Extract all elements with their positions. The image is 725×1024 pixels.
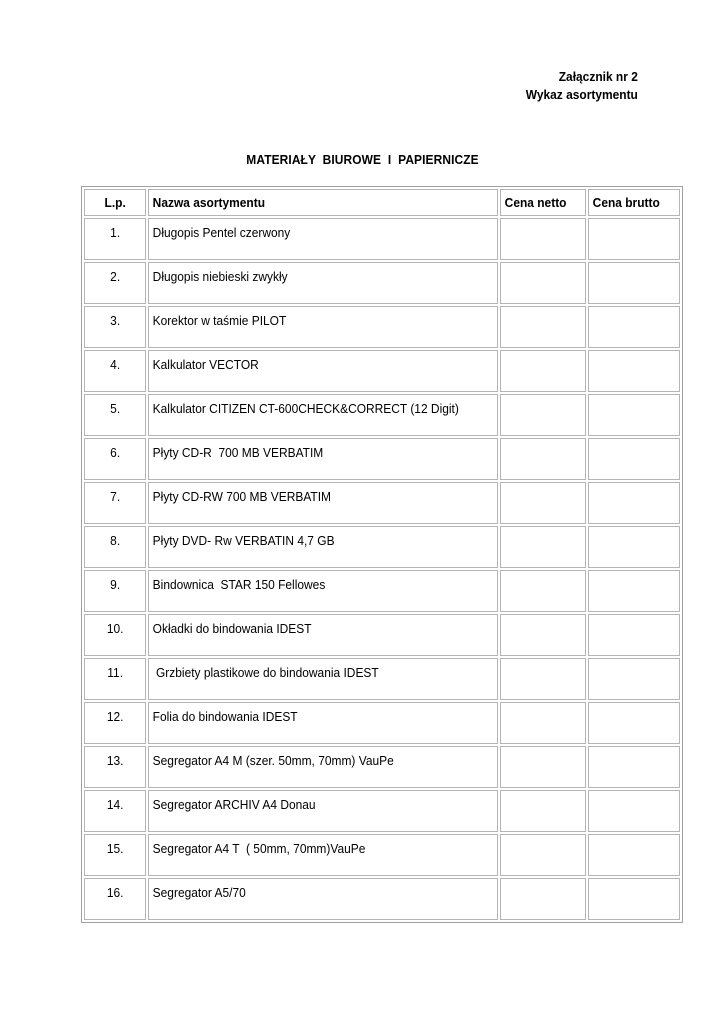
row-number: 10. bbox=[106, 621, 124, 636]
gross-price-value bbox=[589, 577, 593, 583]
row-number-cell bbox=[84, 658, 146, 700]
net-price-value bbox=[501, 665, 505, 671]
net-price-cell bbox=[500, 218, 585, 260]
row-number: 6. bbox=[110, 445, 121, 460]
gross-price-cell bbox=[588, 262, 681, 304]
row-number: 13. bbox=[106, 753, 124, 768]
row-number: 2. bbox=[110, 269, 121, 284]
table-row bbox=[84, 482, 680, 524]
gross-price-cell bbox=[588, 614, 681, 656]
net-price-value bbox=[501, 841, 505, 847]
net-price-cell bbox=[500, 526, 585, 568]
gross-price-cell bbox=[588, 438, 681, 480]
item-name-cell bbox=[148, 658, 498, 700]
item-name-cell bbox=[148, 438, 498, 480]
table-row bbox=[84, 834, 680, 876]
column-header-gross-price: Cena brutto bbox=[588, 189, 681, 216]
item-name: Okładki do bindowania IDEST bbox=[152, 621, 312, 636]
item-name: Płyty CD-RW 700 MB VERBATIM bbox=[152, 489, 332, 504]
row-number-cell bbox=[84, 482, 146, 524]
gross-price-value bbox=[589, 489, 593, 495]
row-number-cell bbox=[84, 746, 146, 788]
gross-price-cell bbox=[588, 790, 681, 832]
net-price-cell bbox=[500, 306, 585, 348]
gross-price-value bbox=[589, 225, 593, 231]
table-row bbox=[84, 394, 680, 436]
gross-price-value bbox=[589, 533, 593, 539]
item-name: Grzbiety plastikowe do bindowania IDEST bbox=[152, 665, 380, 680]
column-header-name: Nazwa asortymentu bbox=[148, 189, 498, 216]
column-header-net-price: Cena netto bbox=[500, 189, 585, 216]
item-name-cell bbox=[148, 394, 498, 436]
row-number-cell bbox=[84, 570, 146, 612]
gross-price-cell bbox=[588, 526, 681, 568]
item-name-cell bbox=[148, 746, 498, 788]
net-price-cell bbox=[500, 262, 585, 304]
net-price-cell bbox=[500, 790, 585, 832]
item-name: Korektor w taśmie PILOT bbox=[152, 313, 287, 328]
document-subtitle: Wykaz asortymentu bbox=[525, 87, 638, 102]
table-row bbox=[84, 878, 680, 920]
gross-price-cell bbox=[588, 218, 681, 260]
item-name: Segregator A4 T ( 50mm, 70mm)VauPe bbox=[152, 841, 366, 856]
gross-price-cell bbox=[588, 702, 681, 744]
gross-price-cell bbox=[588, 878, 681, 920]
item-name: Długopis Pentel czerwony bbox=[152, 225, 291, 240]
gross-price-value bbox=[589, 269, 593, 275]
gross-price-value bbox=[589, 401, 593, 407]
table-row bbox=[84, 614, 680, 656]
table-row bbox=[84, 570, 680, 612]
gross-price-cell bbox=[588, 306, 681, 348]
item-name-cell bbox=[148, 350, 498, 392]
row-number-cell bbox=[84, 526, 146, 568]
item-name: Segregator A4 M (szer. 50mm, 70mm) VauPe bbox=[152, 753, 395, 768]
item-name-cell bbox=[148, 218, 498, 260]
table-row bbox=[84, 306, 680, 348]
net-price-value bbox=[501, 885, 505, 891]
net-price-cell bbox=[500, 614, 585, 656]
row-number-cell bbox=[84, 394, 146, 436]
item-name: Folia do bindowania IDEST bbox=[152, 709, 298, 724]
net-price-cell bbox=[500, 878, 585, 920]
table-header-row bbox=[84, 189, 680, 216]
gross-price-value bbox=[589, 753, 593, 759]
row-number: 16. bbox=[106, 885, 124, 900]
net-price-cell bbox=[500, 746, 585, 788]
item-name-cell bbox=[148, 790, 498, 832]
net-price-value bbox=[501, 489, 505, 495]
row-number-cell bbox=[84, 306, 146, 348]
net-price-cell bbox=[500, 482, 585, 524]
document-header bbox=[526, 68, 638, 104]
item-name-cell bbox=[148, 834, 498, 876]
item-name: Płyty CD-R 700 MB VERBATIM bbox=[152, 445, 324, 460]
row-number: 9. bbox=[110, 577, 121, 592]
net-price-cell bbox=[500, 394, 585, 436]
item-name-cell bbox=[148, 262, 498, 304]
table-row bbox=[84, 702, 680, 744]
table-row bbox=[84, 438, 680, 480]
row-number: 14. bbox=[106, 797, 124, 812]
net-price-value bbox=[501, 357, 505, 363]
row-number-cell bbox=[84, 702, 146, 744]
gross-price-value bbox=[589, 885, 593, 891]
row-number-cell bbox=[84, 350, 146, 392]
net-price-value bbox=[501, 533, 505, 539]
gross-price-value bbox=[589, 313, 593, 319]
document-title bbox=[29, 152, 696, 167]
row-number: 11. bbox=[107, 665, 124, 680]
gross-price-cell bbox=[588, 658, 681, 700]
item-name: Segregator ARCHIV A4 Donau bbox=[152, 797, 316, 812]
table-row bbox=[84, 746, 680, 788]
gross-price-value bbox=[589, 709, 593, 715]
table-body bbox=[84, 218, 680, 920]
net-price-value bbox=[501, 445, 505, 451]
item-name: Bindownica STAR 150 Fellowes bbox=[152, 577, 326, 592]
attachment-label: Załącznik nr 2 bbox=[558, 69, 638, 84]
item-name-cell bbox=[148, 526, 498, 568]
gross-price-cell bbox=[588, 394, 681, 436]
table-row bbox=[84, 790, 680, 832]
item-name: Długopis niebieski zwykły bbox=[152, 269, 288, 284]
row-number: 1. bbox=[110, 225, 121, 240]
gross-price-cell bbox=[588, 834, 681, 876]
row-number: 7. bbox=[110, 489, 121, 504]
net-price-cell bbox=[500, 570, 585, 612]
document-title-text: MATERIAŁY BIUROWE I PAPIERNICZE bbox=[246, 152, 479, 167]
net-price-value bbox=[501, 401, 505, 407]
item-name-cell bbox=[148, 570, 498, 612]
gross-price-cell bbox=[588, 482, 681, 524]
table-row bbox=[84, 350, 680, 392]
table-row bbox=[84, 526, 680, 568]
table-row bbox=[84, 218, 680, 260]
net-price-value bbox=[501, 577, 505, 583]
item-name: Kalkulator CITIZEN CT-600CHECK&CORRECT (12 Digit) bbox=[152, 401, 460, 416]
row-number: 4. bbox=[110, 357, 121, 372]
table-row bbox=[84, 262, 680, 304]
net-price-cell bbox=[500, 438, 585, 480]
item-name: Kalkulator VECTOR bbox=[152, 357, 260, 372]
net-price-cell bbox=[500, 658, 585, 700]
assortment-table bbox=[81, 186, 683, 923]
net-price-cell bbox=[500, 834, 585, 876]
net-price-value bbox=[501, 753, 505, 759]
item-name: Segregator A5/70 bbox=[152, 885, 247, 900]
item-name-cell bbox=[148, 306, 498, 348]
gross-price-value bbox=[589, 797, 593, 803]
row-number-cell bbox=[84, 834, 146, 876]
gross-price-value bbox=[589, 665, 593, 671]
gross-price-cell bbox=[588, 350, 681, 392]
net-price-value bbox=[501, 269, 505, 275]
column-header-lp: L.p. bbox=[84, 189, 146, 216]
gross-price-cell bbox=[588, 746, 681, 788]
gross-price-value bbox=[589, 357, 593, 363]
net-price-value bbox=[501, 709, 505, 715]
item-name: Płyty DVD- Rw VERBATIN 4,7 GB bbox=[152, 533, 335, 548]
row-number: 3. bbox=[110, 313, 121, 328]
row-number-cell bbox=[84, 438, 146, 480]
item-name-cell bbox=[148, 482, 498, 524]
row-number: 12. bbox=[106, 709, 124, 724]
net-price-cell bbox=[500, 702, 585, 744]
item-name-cell bbox=[148, 614, 498, 656]
row-number-cell bbox=[84, 878, 146, 920]
row-number: 8. bbox=[110, 533, 121, 548]
row-number: 15. bbox=[106, 841, 124, 856]
gross-price-value bbox=[589, 621, 593, 627]
net-price-value bbox=[501, 313, 505, 319]
table-row bbox=[84, 658, 680, 700]
row-number-cell bbox=[84, 614, 146, 656]
row-number-cell bbox=[84, 790, 146, 832]
gross-price-value bbox=[589, 841, 593, 847]
net-price-value bbox=[501, 797, 505, 803]
row-number-cell bbox=[84, 218, 146, 260]
gross-price-value bbox=[589, 445, 593, 451]
net-price-value bbox=[501, 621, 505, 627]
net-price-value bbox=[501, 225, 505, 231]
row-number: 5. bbox=[110, 401, 121, 416]
gross-price-cell bbox=[588, 570, 681, 612]
row-number-cell bbox=[84, 262, 146, 304]
item-name-cell bbox=[148, 702, 498, 744]
item-name-cell bbox=[148, 878, 498, 920]
net-price-cell bbox=[500, 350, 585, 392]
